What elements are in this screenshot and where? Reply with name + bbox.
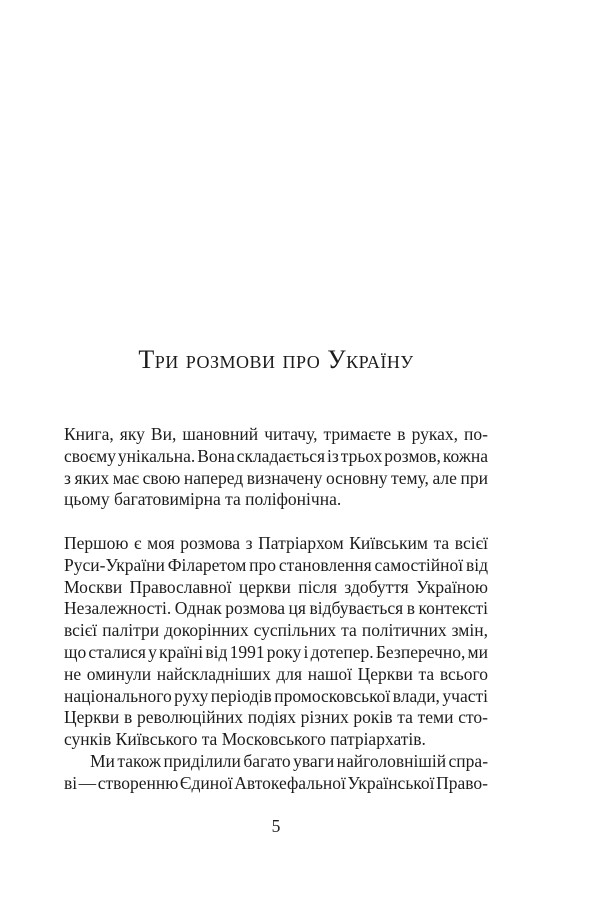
- text-line: не оминули найскладніших для нашої Церкви та всього: [64, 663, 488, 684]
- text-line: ві — створенню Єдиної Автокефальної Української Право-: [64, 772, 488, 793]
- text-line: сунків Київського та Московського патріархатів.: [64, 729, 426, 750]
- text-line: Руси-України Філаретом про становлення самостійної від: [64, 554, 488, 575]
- text-line: Книга, яку Ви, шановний читачу, тримаєте в руках, по-: [64, 424, 489, 444]
- text-line: що сталися у країні від 1991 року і дотепер. Безперечно, ми: [64, 641, 488, 662]
- text-line: Москви Православної церкви після здобуття Україною: [64, 576, 488, 597]
- text-line: своєму унікальна. Вона складається із трьох розмов, кожна: [64, 445, 488, 466]
- text-line: всієї палітри докорінних суспільних та політичних змін,: [64, 620, 488, 641]
- text-line: Першою є моя розмова з Патріархом Київським та всієї: [64, 532, 488, 553]
- text-line: національного руху періодів промосковської влади, участі: [64, 685, 488, 706]
- text-line: з яких має свою наперед визначену основну тему, але при: [64, 467, 488, 488]
- text-line: Церкви в революційних подіях різних років та теми сто-: [64, 707, 488, 728]
- text-line: Ми також приділили багато уваги найголовнішій спра-: [90, 750, 489, 771]
- text-line: Незалежності. Однак розмова ця відбувається в контексті: [64, 598, 489, 619]
- text-line: цьому багатовимірна та поліфонічна.: [64, 489, 342, 510]
- body-text: [64, 424, 488, 795]
- page-number: 5: [271, 816, 281, 836]
- paragraph-spacer: [64, 511, 488, 533]
- chapter-title: Три розмови про Україну: [138, 345, 414, 374]
